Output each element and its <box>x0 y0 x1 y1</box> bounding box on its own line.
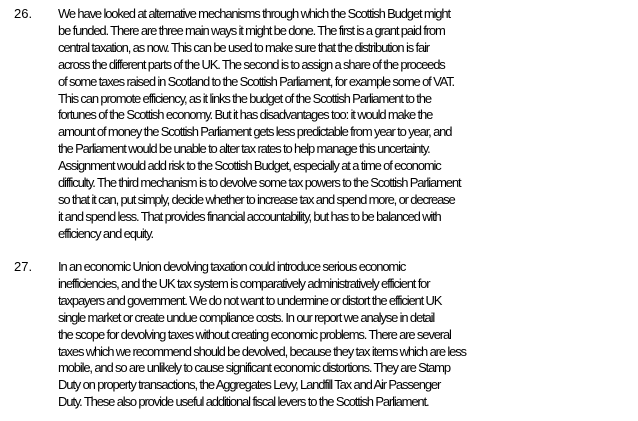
text-line: central taxation, as now. This can be used to make sure that the distribution is fair <box>58 39 429 55</box>
text-line: so that it can, put simply, decide whether to increase tax and spend more, or decrease <box>58 191 455 207</box>
text-line: mobile, and so are unlikely to cause significant economic distortions. They are Stamp <box>58 360 450 376</box>
text-line: be funded. There are three main ways it might be done. The first is a grant paid from <box>58 22 445 38</box>
text-line: of some taxes raised in Scotland to the Scottish Parliament, for example some of VAT. <box>58 73 455 89</box>
text-line: single market or create undue compliance costs. In our report we analyse in detail <box>58 309 435 325</box>
text-line: efficiency and equity. <box>58 225 153 241</box>
paragraph-number: 26. <box>14 6 33 21</box>
text-line: fortunes of the Scottish economy. But it has disadvantages too: it would make the <box>58 107 433 123</box>
paragraph-body <box>58 259 634 411</box>
paragraph-number: 27. <box>14 259 33 274</box>
text-line: the scope for devolving taxes without creating economic problems. There are several <box>58 326 451 342</box>
text-line: In an economic Union devolving taxation could introduce serious economic <box>58 259 406 274</box>
text-line: across the different parts of the UK. The second is to assign a share of the proceeds <box>58 56 445 72</box>
text-line: We have looked at alternative mechanisms through which the Scottish Budget might <box>58 6 450 21</box>
text-line: inefficiencies, and the UK tax system is comparatively administratively efficient for <box>58 275 430 291</box>
text-line: difficulty. The third mechanism is to devolve some tax powers to the Scottish Parliament <box>58 175 461 191</box>
text-line: Assignment would add risk to the Scottish Budget, especially at a time of economic <box>58 158 441 174</box>
text-line: amount of money the Scottish Parliament gets less predictable from year to year, and <box>58 124 452 140</box>
text-line: Duty on property transactions, the Aggregates Levy, Landfill Tax and Air Passenger <box>58 377 441 393</box>
text-line: taxes which we recommend should be devolved, because they tax items which are less <box>58 343 466 359</box>
text-line: taxpayers and government. We do not want to undermine or distort the efficient UK <box>58 292 442 308</box>
text-line: Duty. These also provide useful additional fiscal levers to the Scottish Parliament. <box>58 394 429 410</box>
text-line: it and spend less. That provides financial accountability, but has to be balanced with <box>58 208 441 224</box>
paragraph-body <box>58 6 634 243</box>
text-line: the Parliament would be unable to alter tax rates to help manage this uncertainty. <box>58 141 430 157</box>
text-line: This can promote efficiency, as it links the budget of the Scottish Parliament to the <box>58 90 431 106</box>
